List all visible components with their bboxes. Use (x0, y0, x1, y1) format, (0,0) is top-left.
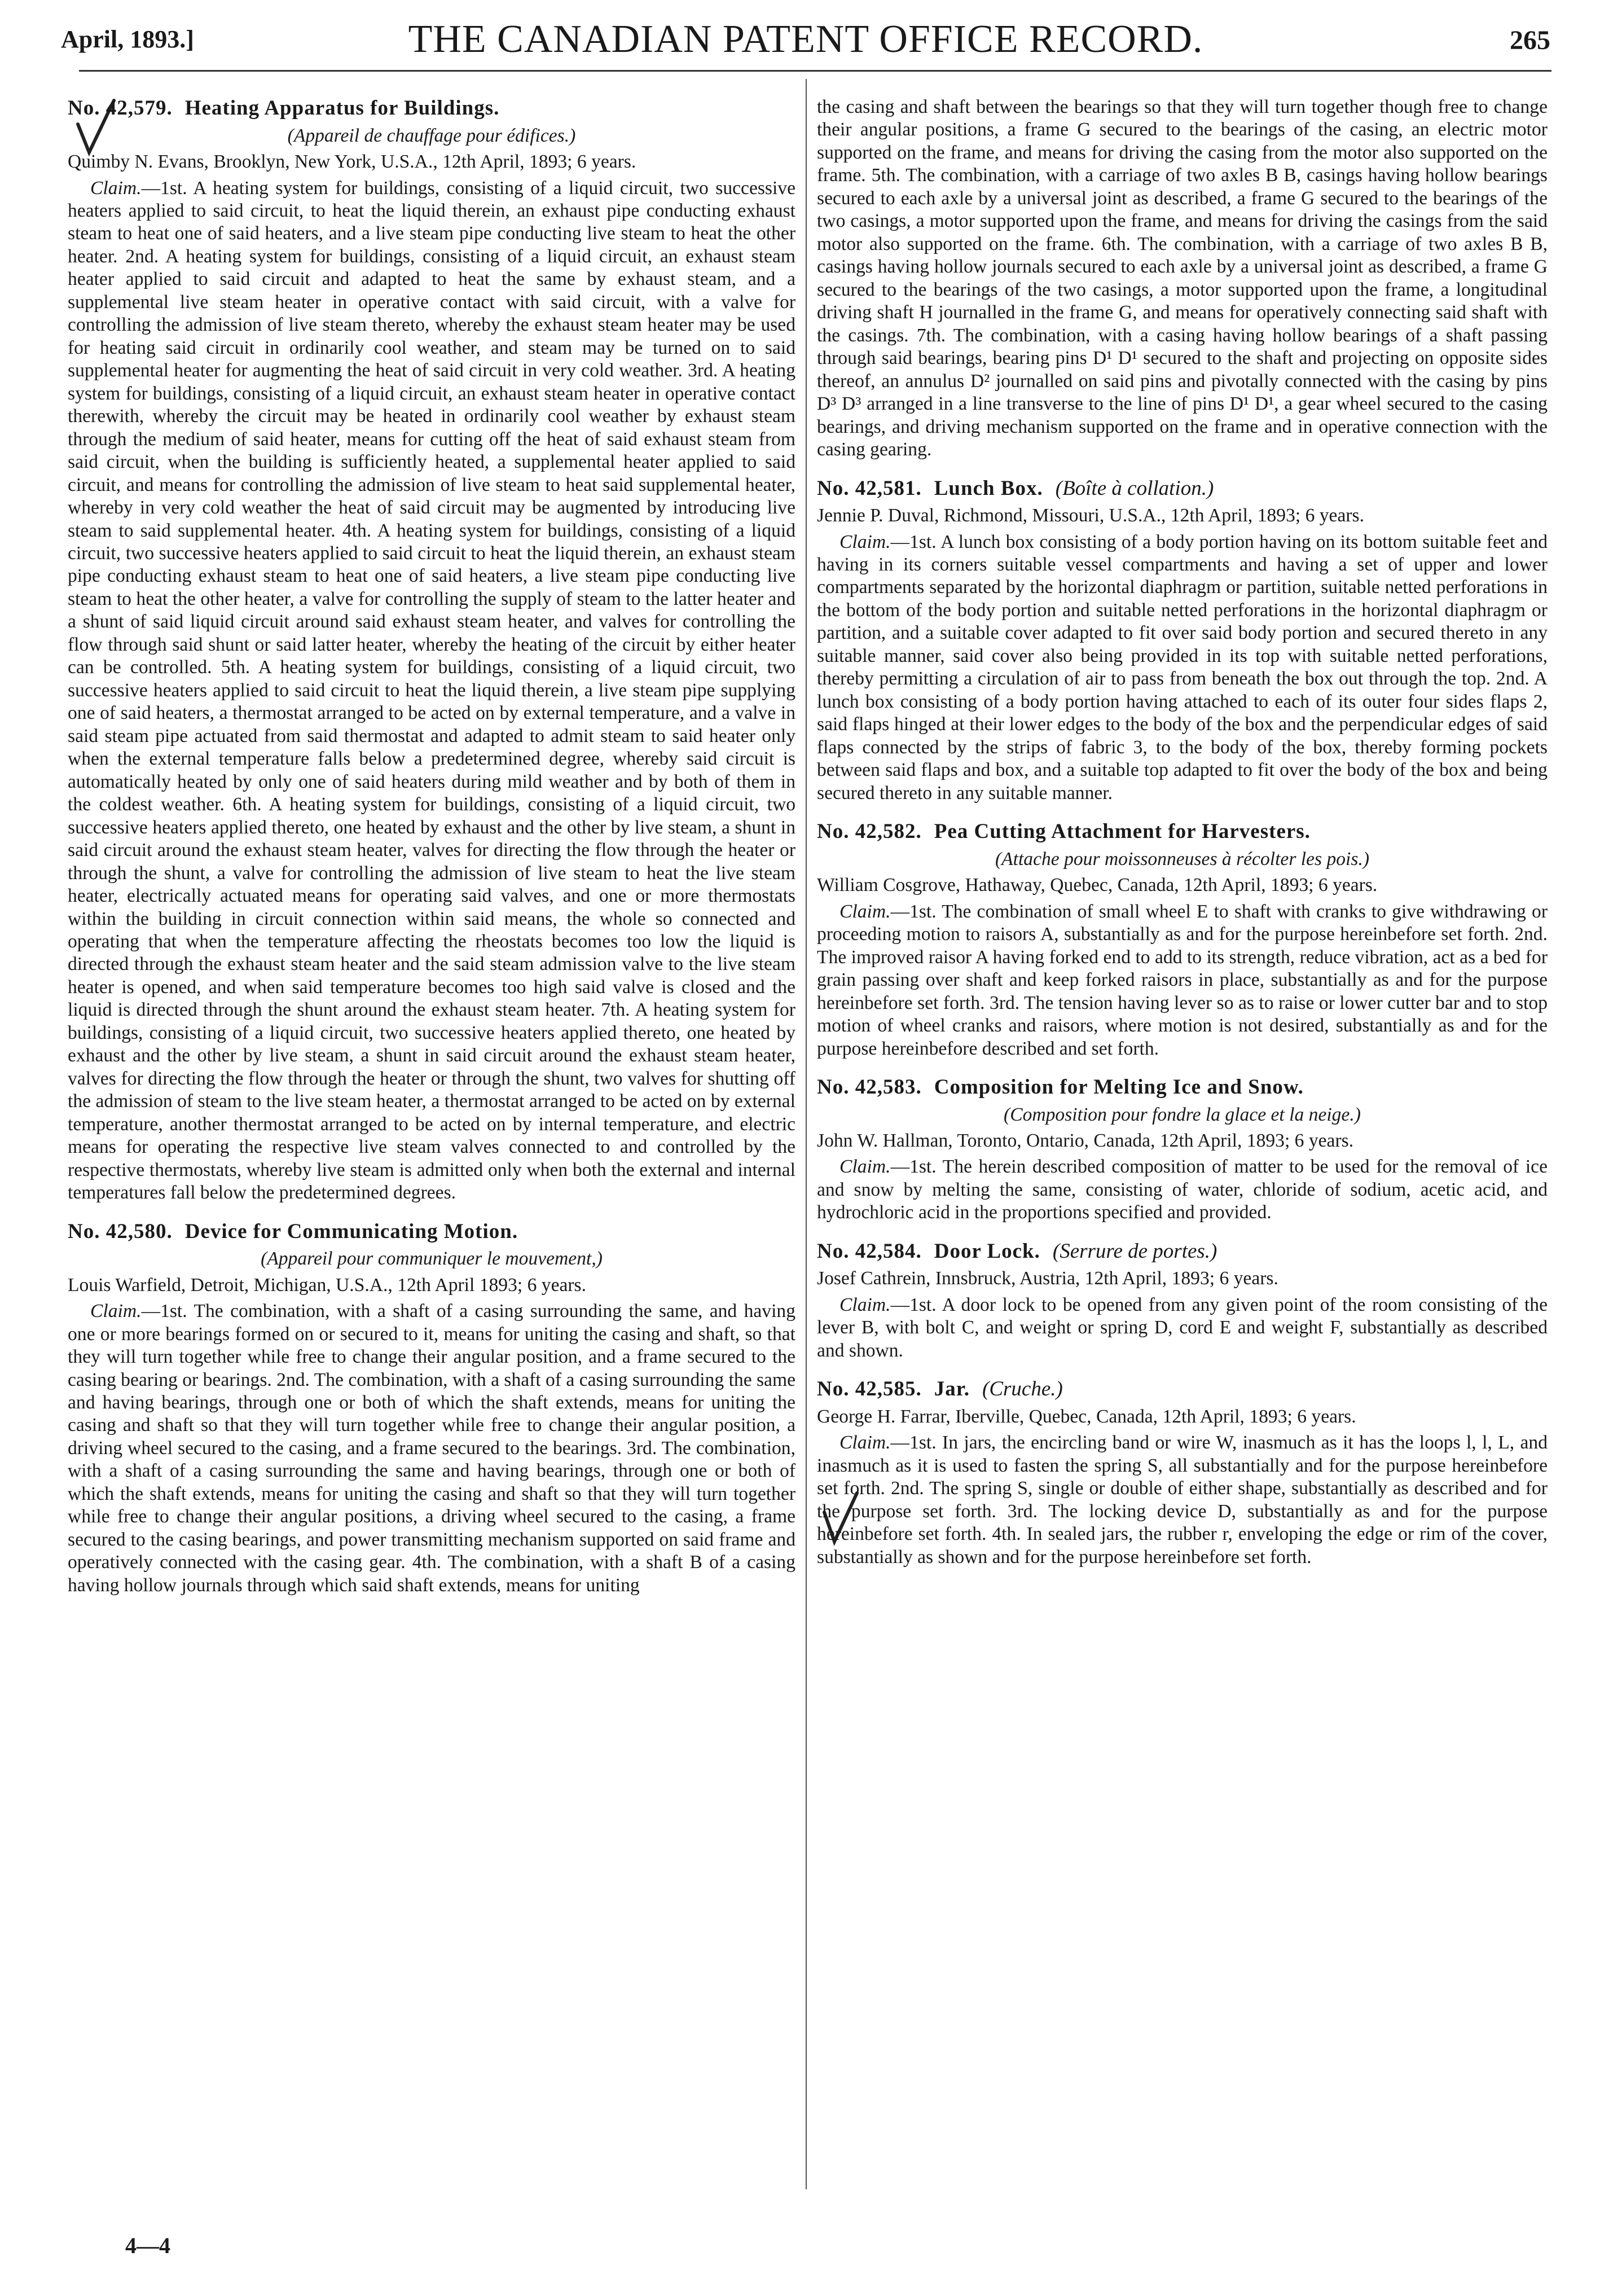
claim-label: Claim. (90, 177, 142, 199)
claim-text (817, 1432, 1548, 1569)
claim-text (817, 531, 1548, 805)
patent-entry-42583 (817, 1075, 1548, 1224)
patent-entry-42582 (817, 819, 1548, 1060)
patent-number: No. 42,585. (817, 1377, 922, 1401)
claim-body: —1st. A heating system for buildings, consisting of a liquid circuit, two successive heaters applied to said circuit, to heat the liquid therein, an exhaust pipe conducting exhaust steam to heat one of said heaters, and a live steam pipe conducting live steam to heat the other heater. 2nd. A heating system for buildings, consisting of a liquid circuit, an exhaust steam heater applied to said circuit and adapted to heat the same by exhaust steam, and a supplemental live steam heater in operative contact with said circuit, with a valve for controlling the admission of live steam thereto, whereby the exhaust steam heater may be used for heating said circuit in ordinarily cool weather, and steam may be turned on to said supplemental heater for augmenting the heat of said circuit in very cold weather. 3rd. A heating system for buildings, consisting of a liquid circuit, an exhaust steam heater in operative contact therewith, whereby the circuit may be heated in ordinarily cool weather by exhaust steam through the medium of said heater, means for cutting off the heat of said exhaust steam from said circuit, when the building is sufficiently heated, a supplemental heater applied to said circuit, and means for controlling the admission of live steam to heat said supplemental heater, whereby in very cold weather the heat of said circuit may be augmented by introducing live steam to said supplemental heater. 4th. A heating system for buildings, consisting of a liquid circuit, two successive heaters applied to said circuit to heat the liquid therein, an exhaust steam pipe conducting exhaust steam to heat one of said heaters, a live steam pipe conducting live steam to heat the other heater, a valve for controlling the supply of steam to the latter heater and a shunt of said liquid circuit around said exhaust steam heater, and valves for controlling the flow through said shunt or said latter heater, whereby the heating of the circuit by either heater can be controlled. 5th. A heating system for buildings, consisting of a liquid circuit, two successive heaters applied to said circuit to heat the liquid therein, a live steam pipe supplying one of said heaters, a thermostat arranged to be acted on by external temperature, and a valve in said steam pipe actuated from said thermostat and adapted to admit steam to said heater only when the external temperature falls below a predetermined degree, whereby said circuit is automatically heated by only one of said heaters during mild weather and by both of them in the coldest weather. 6th. A heating system for buildings, consisting of a liquid circuit, two successive heaters applied thereto, one heated by exhaust and the other by live steam, a shunt in said circuit around the exhaust steam heater, valves for directing the flow through the heater or through the shunt, a valve for controlling the admission of live steam to heat the live steam heater, electrically actuated means for operating said valves, and one or more thermostats within the building in circuit connection within said means, the whole so connected and operating that when the temperature affecting the rheostats becomes too low the liquid is directed through the exhaust steam heater and the said steam admission valve to the live steam heater is opened, and when said temperature becomes too high said valve is closed and the liquid is directed through the shunt around the exhaust steam heater. 7th. A heating system for buildings, consisting of a liquid circuit, two successive heaters applied thereto, one heated by exhaust and the other by live steam, a shunt in said circuit around the exhaust steam heater, valves for directing the flow through the heater or through the shunt, two valves for shutting off the admission of steam to the live steam heater, a thermostat arranged to be acted on by external temperature, another thermostat arranged to be acted on by internal temperature, and electric means for operating the respective live steam valves connected to and controlled by the respective thermostats, whereby live steam is admitted only when both the external and internal temperatures fall below the predetermined degrees. (68, 177, 795, 1204)
patent-entry-42584 (817, 1239, 1548, 1362)
header-date: April, 1893.] (61, 25, 194, 53)
french-title: (Boîte à collation.) (1055, 476, 1214, 500)
claim-body: —1st. The combination, with a shaft of a casing surrounding the same, and having one or more bearings formed on or secured to it, means for uniting the casing and shaft, so that they will turn together while free to change their angular position, and a frame secured to the casing bearing or bearings. 2nd. The combination, with a shaft of a casing surrounding the same and having bearings, through one or both of which the shaft extends, means for uniting the casing and shaft so that they will turn together while free to change their angular position, a driving wheel secured to the casing, and a frame secured to the bearings. 3rd. The combination, with a shaft of a casing surrounding the same and having bearings, through one or both of which the shaft extends, means for uniting the casing and shaft so that they will turn together while free to change their angular positions, a driving wheel secured to the casing, a frame secured to the casing bearings, and power transmitting mechanism supported on said frame and operatively connected with the casing gear. 4th. The combination, with a shaft B of a casing having hollow journals through which said shaft extends, means for uniting (68, 1301, 795, 1596)
inventor-line: John W. Hallman, Toronto, Ontario, Canada, 12th April, 1893; 6 years. (817, 1130, 1354, 1152)
claim-body: —1st. A lunch box consisting of a body portion having on its bottom suitable feet and having in its corners suitable vessel compartments and having a set of upper and lower compartments separated by the horizontal diaphragm or partition, suitable netted perforations in the bottom of the body portion and suitable netted perforations in the horizontal diaphragm or partition, and a suitable cover adapted to fit over said body portion and secured thereto in any suitable manner, said cover also being provided in its top with suitable netted perforations, thereby permitting a circulation of air to pass from beneath the box out through the top. 2nd. A lunch box consisting of a body portion having attached to each of its outer four sides flaps 2, said flaps hinged at their lower edges to the body of the box and the perpendicular edges of said flaps connected by the strips of fabric 3, to the body of the box, thereby forming pockets between said flaps and box, and a suitable top adapted to fit over the body of the box and being secured thereto in any suitable manner. (817, 531, 1548, 804)
entry-heading (68, 96, 795, 121)
patent-entry-42585 (817, 1377, 1548, 1569)
signature-mark: 4—4 (125, 2233, 170, 2258)
patent-entry-42580 (68, 1219, 795, 1597)
french-title: (Appareil pour communiquer le mouvement,) (261, 1248, 603, 1270)
claim-text (817, 901, 1548, 1060)
french-title: (Serrure de portes.) (1052, 1239, 1217, 1263)
patent-number: No. 42,583. (817, 1075, 922, 1099)
left-column (68, 96, 795, 1612)
claim-body: —1st. The combination of small wheel E to shaft with cranks to give withdrawing or proceeding motion to raisors A, substantially as and for the purpose hereinbefore set forth. 2nd. The improved raisor A having forked end to add to its strength, reduce vibration, act as a bed for grain passing over shaft and keep forked raisors in place, substantially as and for the purpose hereinbefore set forth. 3rd. The tension having lever so as to raise or lower cutter bar and to stop motion of wheel cranks and raisors, where motion is not desired, substantially as and for the purpose hereinbefore described and set forth. (817, 901, 1548, 1059)
patent-title: Pea Cutting Attachment for Harvesters. (934, 820, 1311, 844)
entry-heading (68, 1219, 795, 1245)
claim-label: Claim. (839, 1294, 891, 1315)
patent-title: Door Lock. (934, 1239, 1040, 1263)
french-title: (Attache pour moissonneuses à récolter les pois.) (995, 848, 1370, 870)
right-column (817, 96, 1548, 1583)
french-title: (Appareil de chauffage pour édifices.) (287, 125, 576, 146)
inventor-line: Louis Warfield, Detroit, Michigan, U.S.A., 12th April 1893; 6 years. (68, 1274, 587, 1296)
claim-label: Claim. (839, 531, 891, 552)
patent-entry-42581 (817, 476, 1548, 805)
claim-body: —1st. The herein described composition of matter to be used for the removal of ice and snow by melting the same, consisting of water, chloride of sodium, acetic acid, and hydrochloric acid in the proportions specified and provided. (817, 1156, 1548, 1223)
inventor-line: William Cosgrove, Hathaway, Quebec, Canada, 12th April, 1893; 6 years. (817, 875, 1378, 896)
entry-heading (817, 476, 1548, 502)
patent-entry-42579 (68, 96, 795, 1205)
claim-text (68, 1300, 795, 1597)
inventor-line: George H. Farrar, Iberville, Quebec, Canada, 12th April, 1893; 6 years. (817, 1406, 1356, 1427)
entry-heading (817, 1239, 1548, 1265)
patent-title: Heating Apparatus for Buildings. (184, 96, 500, 120)
claim-text (817, 1156, 1548, 1224)
patent-number: No. 42,581. (817, 476, 922, 500)
publication-title: THE CANADIAN PATENT OFFICE RECORD. (408, 17, 1203, 61)
entry-heading (817, 1075, 1548, 1100)
inventor-line: Josef Cathrein, Innsbruck, Austria, 12th April, 1893; 6 years. (817, 1268, 1278, 1289)
patent-title: Jar. (934, 1377, 970, 1401)
entry-heading (817, 819, 1548, 845)
inventor-line: Jennie P. Duval, Richmond, Missouri, U.S.A., 12th April, 1893; 6 years. (817, 505, 1365, 526)
column-divider (806, 79, 807, 2189)
claim-body: —1st. In jars, the encircling band or wire W, inasmuch as it has the loops l, l, L, and inasmuch as it is used to fasten the spring S, all substantially and for the purpose hereinbefore set forth. 2nd. The spring S, single or double of either shape, substantially as described and for the purpose set forth. 3rd. The locking device D, substantially as and for the purpose hereinbefore set forth. 4th. In sealed jars, the rubber r, enveloping the edge or rim of the cover, substantially as shown and for the purpose hereinbefore set forth. (817, 1432, 1548, 1568)
running-header (61, 12, 1550, 63)
claim-continuation: the casing and shaft between the bearings so that they will turn together though free to change their angular positions, a frame G secured to the bearings of the casing, an electric motor supported on the frame, and means for driving the casing from the motor also supported on the frame. 5th. The combination, with a carriage of two axles B B, casings having hollow bearings secured to each axle by a universal joint as described, a frame G secured to the bearings of the two casings, a motor supported upon the frame, and means for driving the casings from the said motor also supported on the frame. 6th. The combination, with a carriage of two axles B B, casings having hollow journals secured to each axle by a universal joint as described, a frame G secured to the bearings of the two casings, a motor supported upon the frame, a longitudinal driving shaft H journalled in the frame G, and means for operatively connecting said shaft with the casings. 7th. The combination, with a casing having hollow bearings of a shaft passing through said bearings, bearing pins D¹ D¹ secured to the shaft and projecting on opposite sides thereof, an annulus D² journalled on said pins and pivotally connected with the casing by pins D³ D³ arranged in a line transverse to the line of pins D¹ D¹, a gear wheel secured to the casing bearings, and driving mechanism supported on the frame and in operative connection with the casing gearing. (817, 96, 1548, 460)
patent-title: Lunch Box. (934, 476, 1043, 500)
claim-text (817, 1294, 1548, 1362)
entry-heading (817, 1377, 1548, 1402)
page-number: 265 (1510, 25, 1550, 55)
french-title: (Cruche.) (982, 1377, 1063, 1401)
claim-label: Claim. (839, 1156, 891, 1178)
french-title: (Composition pour fondre la glace et la neige.) (1004, 1104, 1361, 1125)
patent-title: Device for Communicating Motion. (184, 1219, 518, 1243)
claim-label: Claim. (839, 1432, 891, 1454)
claim-text (68, 177, 795, 1205)
header-rule (79, 70, 1551, 72)
inventor-line: Quimby N. Evans, Brooklyn, New York, U.S.A., 12th April, 1893; 6 years. (68, 151, 636, 173)
claim-label: Claim. (90, 1301, 142, 1322)
patent-number: No. 42,580. (68, 1219, 173, 1243)
patent-number: No. 42,582. (817, 820, 922, 844)
claim-body: —1st. A door lock to be opened from any given point of the room consisting of the lever B, with bolt C, and weight or spring D, cord E and weight F, substantially as described and shown. (817, 1294, 1548, 1361)
patent-number: No. 42,584. (817, 1239, 922, 1263)
patent-title: Composition for Melting Ice and Snow. (934, 1075, 1304, 1099)
patent-number: No. 42,579. (68, 96, 173, 120)
claim-label: Claim. (839, 901, 891, 922)
